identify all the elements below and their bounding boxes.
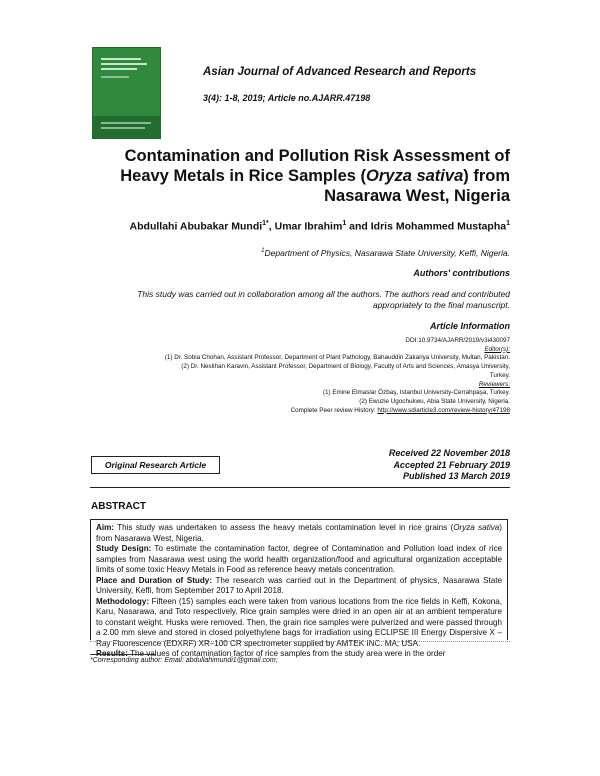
methodology-label: Methodology: xyxy=(96,596,150,606)
review-history xyxy=(10,407,510,416)
author-separator: and xyxy=(346,220,371,233)
title-part-2: ) from Nasarawa West, Nigeria xyxy=(324,167,510,205)
footnote-rule xyxy=(90,654,156,655)
author-affiliation-mark: 1* xyxy=(262,220,269,227)
place-label: Place and Duration of Study: xyxy=(96,575,213,585)
author-name: Idris Mohammed Mustapha xyxy=(370,220,507,233)
page-separator xyxy=(90,641,510,642)
author-name: Abdullahi Abubakar Mundi xyxy=(129,220,263,233)
design-label: Study Design: xyxy=(96,544,152,553)
contributions-text: This study was carried out in collaboration among all the authors. The authors read and contributed appropriately to the final manuscript. xyxy=(137,289,510,310)
author-affiliation-mark: 1 xyxy=(342,220,347,227)
reviewer-item: (2) Ewuzie Ugochukwu, Abia State University, Nigeria. xyxy=(359,397,510,405)
aim-label: Aim: xyxy=(96,523,114,532)
author-affiliation-mark: 1 xyxy=(506,220,510,227)
methodology-text: Fifteen (15) samples each were taken from various locations from the rice fields in Keffi, Kokona, Karu, Nasarawa, and Toto respectively. Rice grain samples were dried in an open air at an ambient temperature to constant weight. Husks were removed. Then, the grain rice samples were pulverized and were passed through a 2.00 mm sieve and stored in closed polyethylene bags for irradiation using ECLIPSE III Energy Dispersive X – Ray Fluorescence (EDXRF) XR–100 CR spectrometer supplied by AMTEK INC. MA; USA. xyxy=(96,596,502,648)
affiliation xyxy=(261,248,510,258)
paper-title xyxy=(90,146,510,206)
abstract-place xyxy=(96,576,502,597)
journal-name: Asian Journal of Advanced Research and Reports xyxy=(203,66,477,78)
review-history-label: Complete Peer review History: xyxy=(290,406,378,414)
place-text: The research was carried out in the Department of physics, Nasarawa State University, Keffi, from September 2017 to April 2018. xyxy=(96,575,502,595)
section-divider xyxy=(90,487,510,488)
contributions-heading: Authors' contributions xyxy=(413,268,510,278)
affiliation-mark: 1 xyxy=(261,248,265,255)
abstract-design xyxy=(96,544,502,576)
affiliation-text: Department of Physics, Nasarawa State University, Keffi, Nigeria. xyxy=(264,248,510,258)
abstract-heading: ABSTRACT xyxy=(91,501,146,512)
published-date: Published 13 March 2019 xyxy=(402,471,510,481)
author-name: Umar Ibrahim xyxy=(274,220,343,233)
journal-citation: 3(4): 1-8, 2019; Article no.AJARR.47198 xyxy=(203,93,371,103)
doi: DOI:10.9734/AJARR/2019/v3i430097 xyxy=(405,337,510,344)
editors-label: Editor(s): xyxy=(484,345,510,353)
results-text: The values of contamination factor of rice samples from the study area were in the order xyxy=(127,649,446,658)
reviewers-label: Reviewers: xyxy=(478,380,510,388)
review-history-link[interactable]: http://www.sdiarticle3.com/review-history/47198 xyxy=(377,406,510,414)
corresponding-author-footnote: *Corresponding author: Email: abdullahimundi1@gmail.com; xyxy=(90,657,278,664)
design-text: To estimate the contamination factor, degree of Contamination and Pollution load index of rice samples from Nasarawa west using the world health organization/food and agricultural organization acceptable limits of some toxic Heavy Metals in Food as reference heavy metals concentration. xyxy=(96,544,503,574)
aim-text: This study was undertaken to assess the heavy metals contamination level in rice grains ( xyxy=(114,523,454,532)
article-info xyxy=(10,337,510,415)
reviewer-item: (1) Emine Elmaslar Özbaş, Istanbul University-Cerrahpaşa, Turkey. xyxy=(322,389,510,397)
editor-item: (1) Dr. Sobia Chohan, Assistant Professor, Department of Plant Pathology, Bahauddin Zakariya University, Multan, Pakistan. xyxy=(164,354,510,362)
aim-species: Oryza sativa xyxy=(453,523,500,532)
author-list xyxy=(130,220,510,233)
abstract-box xyxy=(90,519,508,658)
title-species: Oryza sativa xyxy=(366,167,464,185)
received-date: Received 22 November 2018 xyxy=(388,448,510,458)
editor-item-cont: Turkey. xyxy=(489,371,510,379)
title-part-1: Contamination and Pollution Risk Assessment of Heavy Metals in Rice Samples ( xyxy=(120,147,510,185)
journal-cover-image xyxy=(92,47,161,139)
aim-text-end: ) from Nasarawa West, Nigeria. xyxy=(96,523,502,543)
results-label: Results: xyxy=(96,649,128,658)
publication-dates xyxy=(389,448,510,483)
article-type-box: Original Research Article xyxy=(91,456,220,474)
editor-item: (2) Dr. Neslihan Karavin, Assistant Professor, Department of Biology, Faculty of Arts and Sciences, Amasya University, xyxy=(181,363,510,371)
author-separator: , xyxy=(268,220,275,233)
accepted-date: Accepted 21 February 2019 xyxy=(393,459,510,470)
article-info-heading: Article Information xyxy=(429,321,510,331)
abstract-aim xyxy=(96,523,502,544)
